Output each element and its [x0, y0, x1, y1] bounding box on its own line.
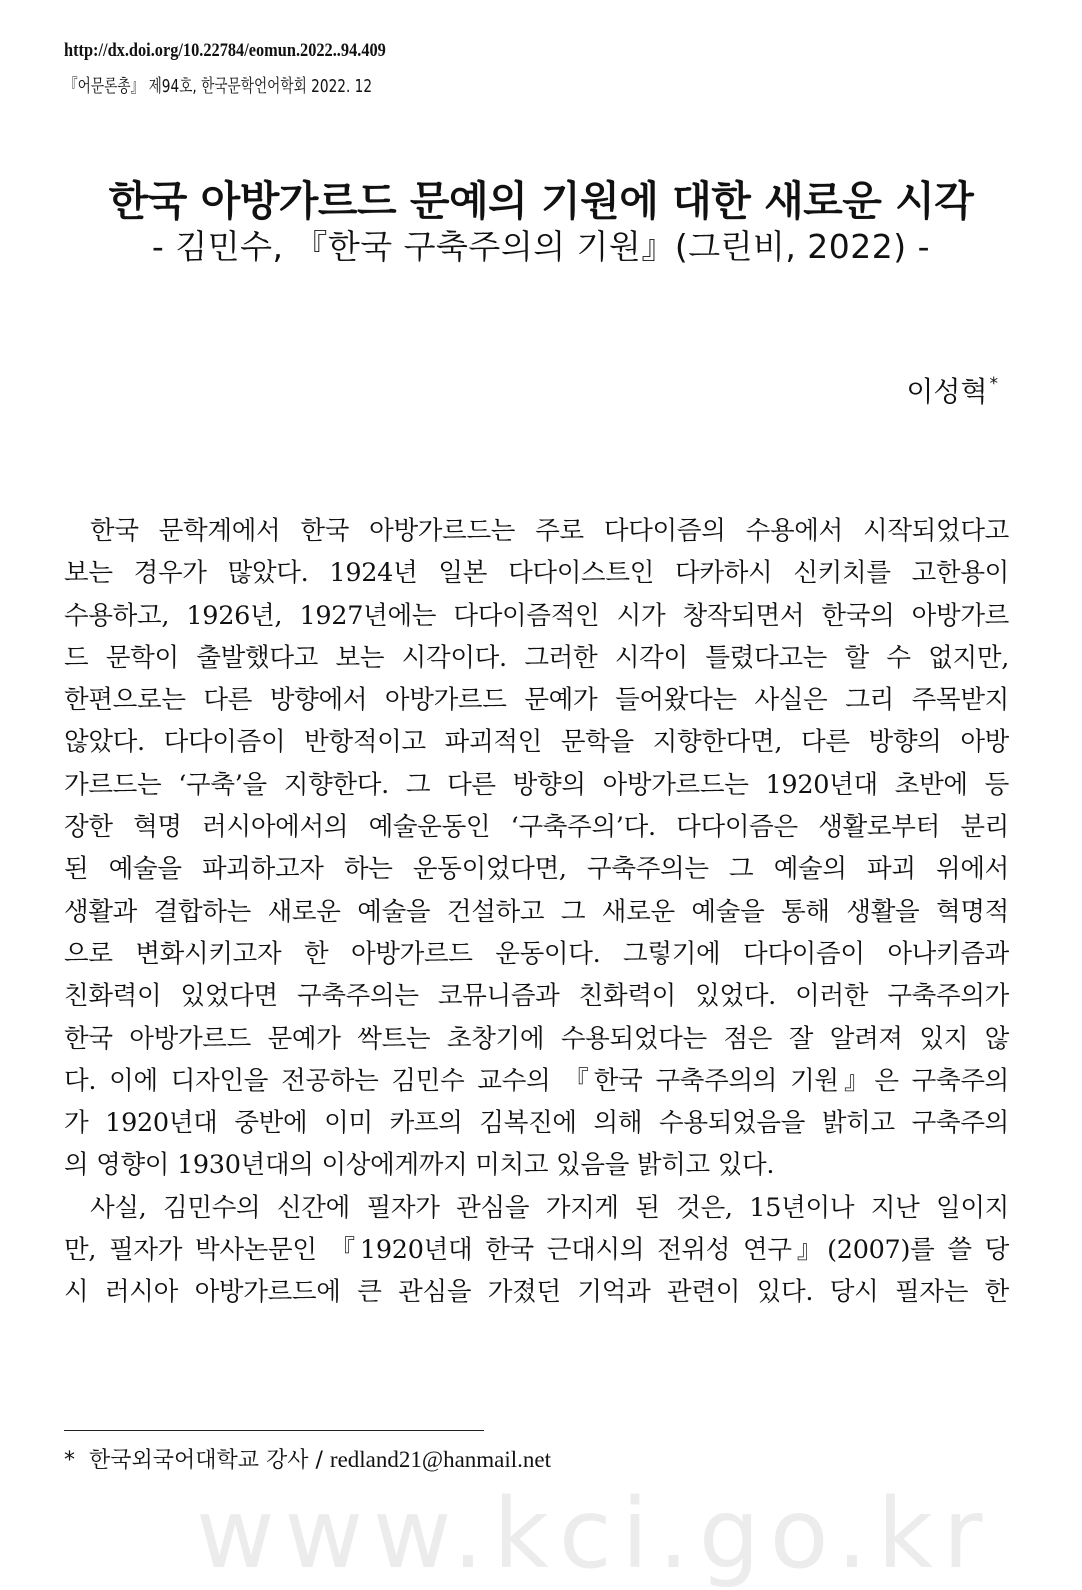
body-line: 시 러시아 아방가르드에 큰 관심을 가졌던 기억과 관련이 있다. 당시 필자는 한 — [64, 1277, 1009, 1308]
author-footnote-mark: * — [989, 374, 998, 394]
watermark: www.kci.go.kr — [196, 1478, 993, 1590]
author-email[interactable]: redland21@hanmail.net — [329, 1447, 552, 1472]
footnote-divider — [64, 1430, 484, 1431]
author-name: 이성혁 — [906, 375, 988, 408]
body-line: 한국 문학계에서 한국 아방가르드는 주로 다다이즘의 수용에서 시작되었다고 — [90, 516, 1009, 546]
body-line: 으로 변화시키고자 한 아방가르드 운동이다. 그렇기에 다다이즘이 아나키즘과 — [64, 938, 1009, 969]
author — [906, 370, 998, 410]
body-line: 한편으로는 다른 방향에서 아방가르드 문예가 들어왔다는 사실은 그리 주목받지 — [64, 685, 1009, 716]
body-line: 된 예술을 파괴하고자 하는 운동이었다면, 구축주의는 그 예술의 파괴 위에서 — [64, 854, 1009, 885]
body-line: 수용하고, 1926년, 1927년에는 다다이즘적인 시가 창작되면서 한국의 아방가르 — [64, 600, 1009, 631]
body-line: 만, 필자가 박사논문인 『1920년대 한국 근대시의 전위성 연구』(2007)를 쓸 당 — [64, 1235, 1009, 1266]
body-line: 않았다. 다다이즘이 반항적이고 파괴적인 문학을 지향한다면, 다른 방향의 아방 — [64, 727, 1009, 758]
body-line: 장한 혁명 러시아에서의 예술운동인 ‘구축주의’다. 다다이즘은 생활로부터 분리 — [64, 812, 1009, 843]
footnote-mark: * — [64, 1448, 75, 1473]
body-line: 보는 경우가 많았다. 1924년 일본 다다이스트인 다카하시 신키치를 고한용이 — [64, 558, 1009, 589]
footnote — [64, 1443, 551, 1474]
doi-link[interactable]: http://dx.doi.org/10.22784/eomun.2022..94.409 — [64, 40, 386, 61]
body-line: 의 영향이 1930년대의 이상에게까지 미치고 있음을 밝히고 있다. — [64, 1150, 775, 1181]
body-line: 가 1920년대 중반에 이미 카프의 김복진에 의해 수용되었음을 밝히고 구축주의 — [64, 1108, 1009, 1139]
body-line: 드 문학이 출발했다고 보는 시각이다. 그러한 시각이 틀렸다고는 할 수 없지만, — [64, 642, 1009, 673]
body-line: 가르드는 ‘구축’을 지향한다. 그 다른 방향의 아방가르드는 1920년대 초반에 등 — [64, 769, 1009, 800]
body-line: 사실, 김민수의 신간에 필자가 관심을 가지게 된 것은, 15년이나 지난 일이지 — [90, 1192, 1009, 1223]
body-line: 한국 아방가르드 문예가 싹트는 초창기에 수용되었다는 점은 잘 알려져 있지 않 — [64, 1023, 1009, 1054]
paper-subtitle: - 김민수, 『한국 구축주의의 기원』(그린비, 2022) - — [151, 227, 931, 266]
footnote-text: 한국외국어대학교 강사 / — [89, 1448, 323, 1473]
journal-info: 『어문론총』 제94호, 한국문학언어학회 2022. 12 — [64, 76, 373, 97]
body-line: 생활과 결합하는 새로운 예술을 건설하고 그 새로운 예술을 통해 생활을 혁명적 — [64, 896, 1009, 927]
body-line: 친화력이 있었다면 구축주의는 코뮤니즘과 친화력이 있었다. 이러한 구축주의가 — [64, 981, 1009, 1012]
paper-title: 한국 아방가르드 문예의 기원에 대한 새로운 시각 — [108, 177, 974, 225]
body-line: 다. 이에 디자인을 전공하는 김민수 교수의 『한국 구축주의의 기원』은 구축주의 — [64, 1065, 1009, 1096]
body-text — [64, 510, 1009, 1314]
